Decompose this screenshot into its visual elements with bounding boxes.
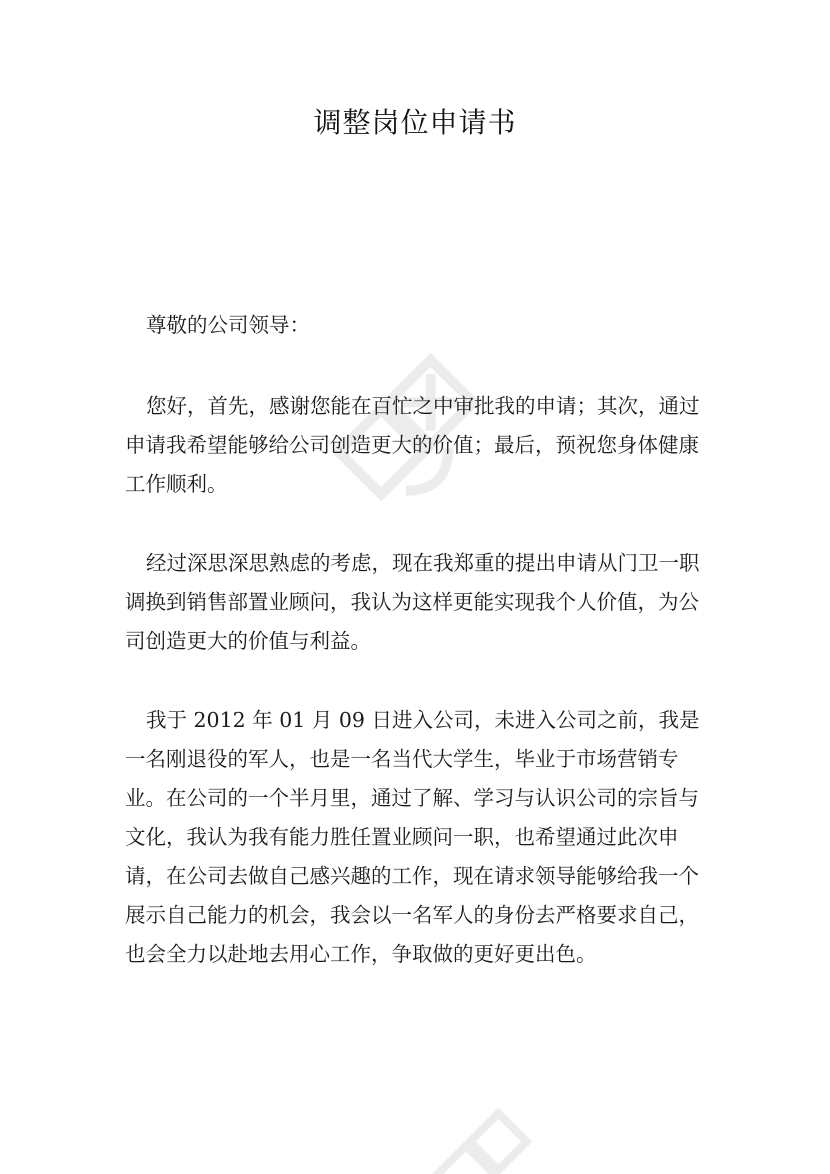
paragraph-request: 经过深思深思熟虑的考虑，现在我郑重的提出申请从门卫一职调换到销售部置业顾问，我认为这样更能实现我个人价值，为公司创造更大的价值与利益。 xyxy=(125,551,700,653)
paragraph-background: 我于 2012 年 01 月 09 日进入公司，未进入公司之前，我是一名刚退役的军人，也是一名当代大学生，毕业于市场营销专业。在公司的一个半月里，通过了解、学习与认识公司的宗旨与文化，我认为我有能力胜任置业顾问一职，也希望通过此次申请，在公司去做自己感兴趣的工作，现在请求领导能够给我一个展示自己能力的机会，我会以一名军人的身份去严格要求自己，也会全力以赴地去用心工作，争取做的更好更出色。 xyxy=(125,708,700,966)
page-title: 调整岗位申请书 xyxy=(313,106,517,139)
salutation: 尊敬的公司领导： xyxy=(146,313,310,337)
paragraph-greeting: 您好，首先，感谢您能在百忙之中审批我的申请；其次，通过申请我希望能够给公司创造更大的价值；最后，预祝您身体健康工作顺利。 xyxy=(125,394,700,496)
letter-body xyxy=(125,306,710,1014)
watermark-logo-icon xyxy=(420,1100,540,1174)
